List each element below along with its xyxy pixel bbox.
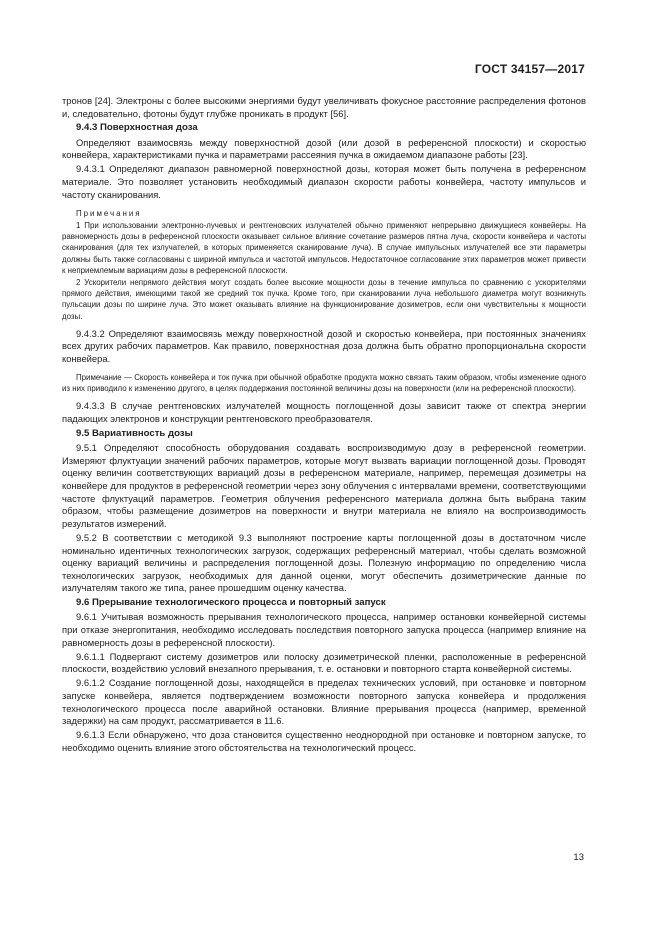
- paragraph-9-6-1: 9.6.1 Учитывая возможность прерывания технологического процесса, например остановки конвейерной системы при отказе энергопитания, необходимо исследовать последствия повторного запуска процесса (например влияние на равномерность дозы в референсной плоскости).: [62, 611, 586, 648]
- paragraph-continuation: тронов [24]. Электроны с более высокими энергиями будут увеличивать фокусное расстояние распределения фотонов и, следовательно, фотоны будут глубже проникать в продукт [56].: [62, 95, 586, 119]
- paragraph-9-4-3-1: 9.4.3.1 Определяют диапазон равномерной поверхностной дозы, которая может быть получена в референсном материале. Это позволяет установить необходимый диапазон скорости работы конвейера, частоту импульсов и частоту сканирования.: [62, 163, 586, 200]
- page-content: [62, 95, 586, 756]
- paragraph-9-4-3-3: 9.4.3.3 В случае рентгеновских излучателей мощность поглощенной дозы зависит также от спектра энергии падающих электронов и конструкции рентгеновского преобразователя.: [62, 400, 586, 425]
- standard-header: ГОСТ 34157—2017: [474, 62, 585, 76]
- notes-heading: Примечания: [76, 208, 142, 218]
- note-1: 1 При использовании электронно-лучевых и рентгеновских излучателей обычно применяют непрерывно движущиеся конвейеры. На равномерность дозы в референсной плоскости оказывает сильное влияние сочетание размеров пятна луча, скорости конвейера и частоты сканирования (для тех излучателей, в которых применяется сканирование луча). В случае импульсных излучателей все эти параметры должны быть также согласованы с шириной импульса и частотой импульсов. Недостаточное согласование этих параметров может привести к неприемлемым вариациям дозы в референсной плоскости.: [62, 220, 586, 275]
- paragraph-9-5-2: 9.5.2 В соответствии с методикой 9.3 выполняют построение карты поглощенной дозы в достаточном числе номинально идентичных технологических загрузок, содержащих референсный материал, чтобы сделать возможной оценку вариаций величины и распределения поглощенной дозы. Полезную информацию по определению числа технологических загрузок, необходимых для данной оценки, могут обеспечить дозиметрические данные по излучателям такого же типа, ранее прошедшим оценку качества.: [62, 531, 586, 594]
- note-2: 2 Ускорители непрямого действия могут создать более высокие мощности дозы в течение импульса по сравнению с ускорителями прямого действия, имеющими такой же средний ток пучка. Кроме того, при сканировании луча небольшого диаметра могут возникнуть пульсации дозы по ширине луча. Это может оказывать влияние на функционирование дозиметров, если они чувствительны к мощности дозы.: [62, 277, 586, 321]
- paragraph-9-6-1-3: 9.6.1.3 Если обнаружено, что доза становится существенно неоднородной при остановке и повторном запуске, то необходимо оценить влияние этого обстоятельства на технологический процесс.: [62, 729, 586, 753]
- paragraph-9-6-1-2: 9.6.1.2 Создание поглощенной дозы, находящейся в пределах технических условий, при остановке и повторном запуске конвейера, является подтверждением возможности повторного запуска конвейера и продолжения технологического процесса после аварийной остановки. Влияние прерывания процесса (например, временной задержки) на сам продукт, рассматривается в 11.6.: [62, 677, 586, 727]
- paragraph-9-4-3: Определяют взаимосвязь между поверхностной дозой (или дозой в референсной плоскости) и скоростью конвейера, характеристиками пучка и параметрами рассеяния пучка в ожидаемом диапазоне работы [23].: [62, 136, 586, 161]
- paragraph-9-6-1-1: 9.6.1.1 Подвергают систему дозиметров или полоску дозиметрической пленки, расположенные в референсной плоскости, воздействию условий внезапного прерывания, т. е. остановки и повторного старта конвейерной системы.: [62, 650, 586, 675]
- section-heading-9-5: 9.5 Вариативность дозы: [76, 427, 193, 439]
- section-heading-9-4-3: 9.4.3 Поверхностная доза: [76, 122, 198, 134]
- page-number: 13: [573, 852, 584, 863]
- paragraph-9-5-1: 9.5.1 Определяют способность оборудования создавать воспроизводимую дозу в референсной геометрии. Измеряют флуктуации значений рабочих параметров, которые могут вызвать вариации поглощенной дозы. Проводят оценку величин соответствующих вариаций дозы в референсном материале, например, перемещая дозиметры на конвейере для продуктов в референсной геометрии через зону облучения с интервалами времени, соответствующими частоте флуктуаций параметров. Геометрия облучения референсного материала должна быть выбрана таким образом, чтобы размещение дозиметров на поверхности и внутри материала не влияло на воспроизводимость результатов измерений.: [62, 442, 586, 529]
- paragraph-9-4-3-2: 9.4.3.2 Определяют взаимосвязь между поверхностной дозой и скоростью конвейера, при постоянных значениях всех других рабочих параметров. Как правило, поверхностная доза должна быть обратно пропорциональна скорости конвейера.: [62, 327, 586, 364]
- section-heading-9-6: 9.6 Прерывание технологического процесса и повторный запуск: [76, 596, 386, 608]
- note-single: Примечание — Скорость конвейера и ток пучка при обычной обработке продукта можно связать таким образом, чтобы изменение одного из них приводило к изменению другого, в целях поддержания постоянной величины дозы на поверхности (или на референсной плоскости).: [62, 373, 586, 394]
